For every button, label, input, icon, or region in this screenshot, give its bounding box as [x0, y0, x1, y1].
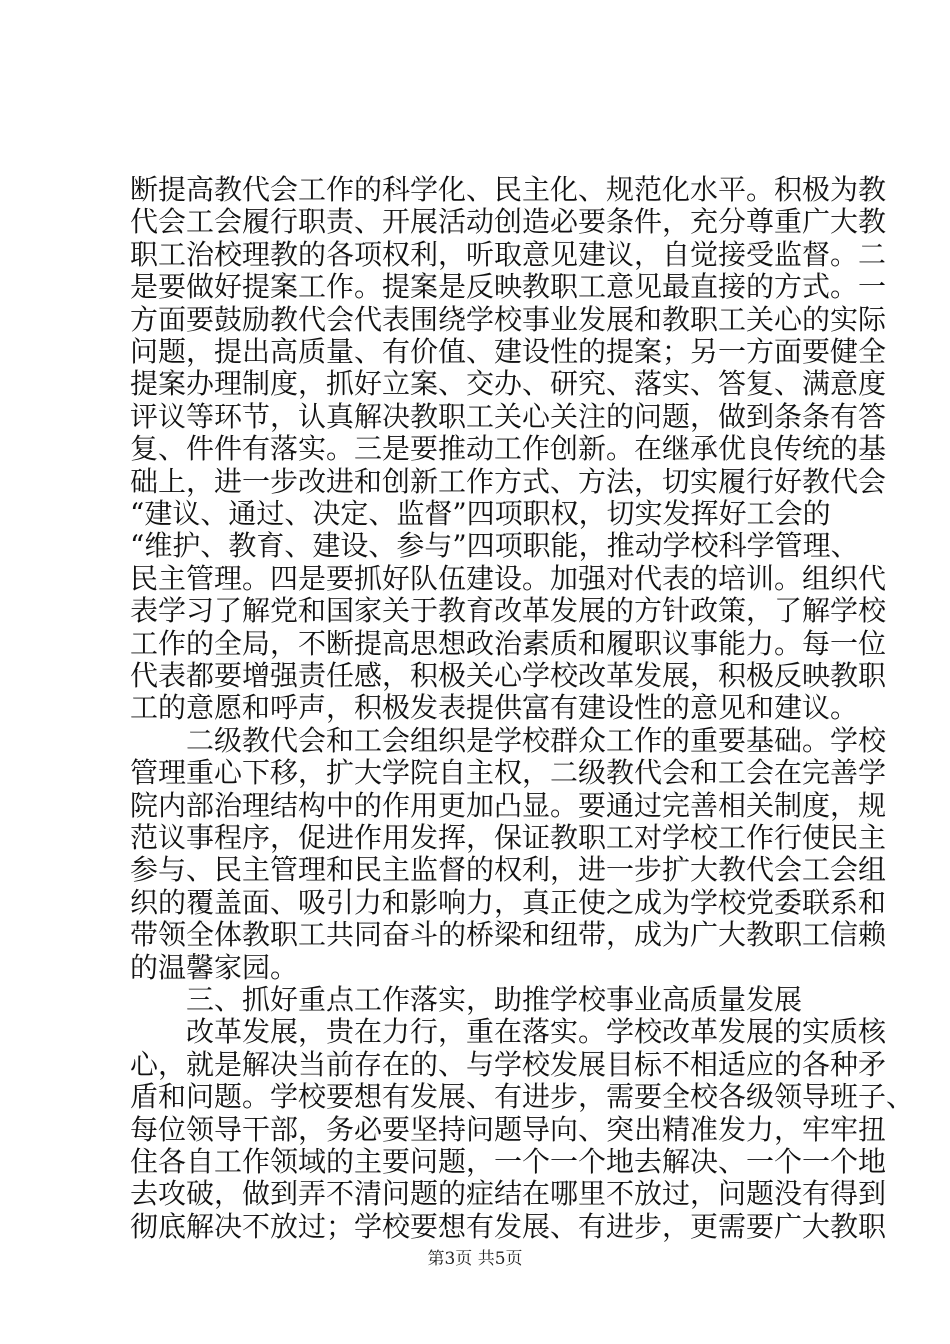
text-line: 代表都要增强责任感，积极关心学校改革发展，积极反映教职 — [130, 659, 887, 692]
text-line: 每位领导干部，务必要坚持问题导向、突出精准发力，牢牢扭 — [130, 1112, 887, 1146]
paragraph-start: 改革发展，贵在力行，重在落实。学校改革发展的实质核 — [186, 1015, 887, 1049]
text-line: 复、件件有落实。三是要推动工作创新。在继承优良传统的基 — [130, 432, 887, 466]
paragraph-start: 二级教代会和工会组织是学校群众工作的重要基础。学校 — [186, 723, 887, 757]
text-line: 心，就是解决当前存在的、与学校发展目标不相适应的各种矛 — [130, 1047, 887, 1081]
text-line: 工作的全局，不断提高思想政治素质和履职议事能力。每一位 — [130, 626, 887, 660]
text-line: 住各自工作领域的主要问题，一个一个地去解决、一个一个地 — [130, 1145, 887, 1178]
text-line: 管理重心下移，扩大学院自主权，二级教代会和工会在完善学 — [130, 756, 887, 790]
text-line: 方面要鼓励教代会代表围绕学校事业发展和教职工关心的实际 — [130, 302, 887, 336]
text-line: 范议事程序，促进作用发挥，保证教职工对学校工作行使民主 — [130, 821, 887, 854]
text-line: 职工治校理教的各项权利，听取意见建议，自觉接受监督。二 — [130, 237, 887, 271]
text-line: 去攻破，做到弄不清问题的症结在哪里不放过，问题没有得到 — [130, 1177, 887, 1211]
text-line: 参与、民主管理和民主监督的权利，进一步扩大教代会工会组 — [130, 853, 887, 887]
page-number-footer: 第3页 共5页 — [427, 1249, 523, 1269]
section-heading: 三、抓好重点工作落实，助推学校事业高质量发展 — [186, 983, 803, 1016]
text-line: 评议等环节，认真解决教职工关心关注的问题，做到条条有答 — [130, 399, 887, 433]
text-line: 代会工会履行职责、开展活动创造必要条件，充分尊重广大教 — [130, 205, 887, 239]
text-line: 问题，提出高质量、有价值、建设性的提案；另一方面要健全 — [130, 335, 887, 368]
text-line: 是要做好提案工作。提案是反映教职工意见最直接的方式。一 — [130, 270, 887, 304]
text-line: 带领全体教职工共同奋斗的桥梁和纽带，成为广大教职工信赖 — [130, 918, 887, 952]
text-line: “维护、教育、建设、参与”四项职能，推动学校科学管理、 — [130, 529, 859, 563]
text-line: 提案办理制度，抓好立案、交办、研究、落实、答复、满意度 — [130, 367, 887, 401]
text-line: 盾和问题。学校要想有发展、有进步，需要全校各级领导班子、 — [130, 1080, 915, 1114]
text-line: “建议、通过、决定、监督”四项职权，切实发挥好工会的 — [130, 497, 831, 530]
text-line: 院内部治理结构中的作用更加凸显。要通过完善相关制度，规 — [130, 788, 887, 822]
text-line: 表学习了解党和国家关于教育改革发展的方针政策，了解学校 — [130, 594, 887, 628]
text-line: 础上，进一步改进和创新工作方式、方法，切实履行好教代会 — [130, 464, 887, 498]
text-line: 民主管理。四是要抓好队伍建设。加强对代表的培训。组织代 — [130, 561, 887, 595]
text-line: 织的覆盖面、吸引力和影响力，真正使之成为学校党委联系和 — [130, 885, 887, 919]
text-line: 断提高教代会工作的科学化、民主化、规范化水平。积极为教 — [130, 173, 887, 206]
text-line: 工的意愿和呼声，积极发表提供富有建设性的意见和建议。 — [130, 691, 859, 725]
text-line: 的温馨家园。 — [130, 950, 299, 984]
text-line: 彻底解决不放过；学校要想有发展、有进步，更需要广大教职 — [130, 1209, 887, 1243]
